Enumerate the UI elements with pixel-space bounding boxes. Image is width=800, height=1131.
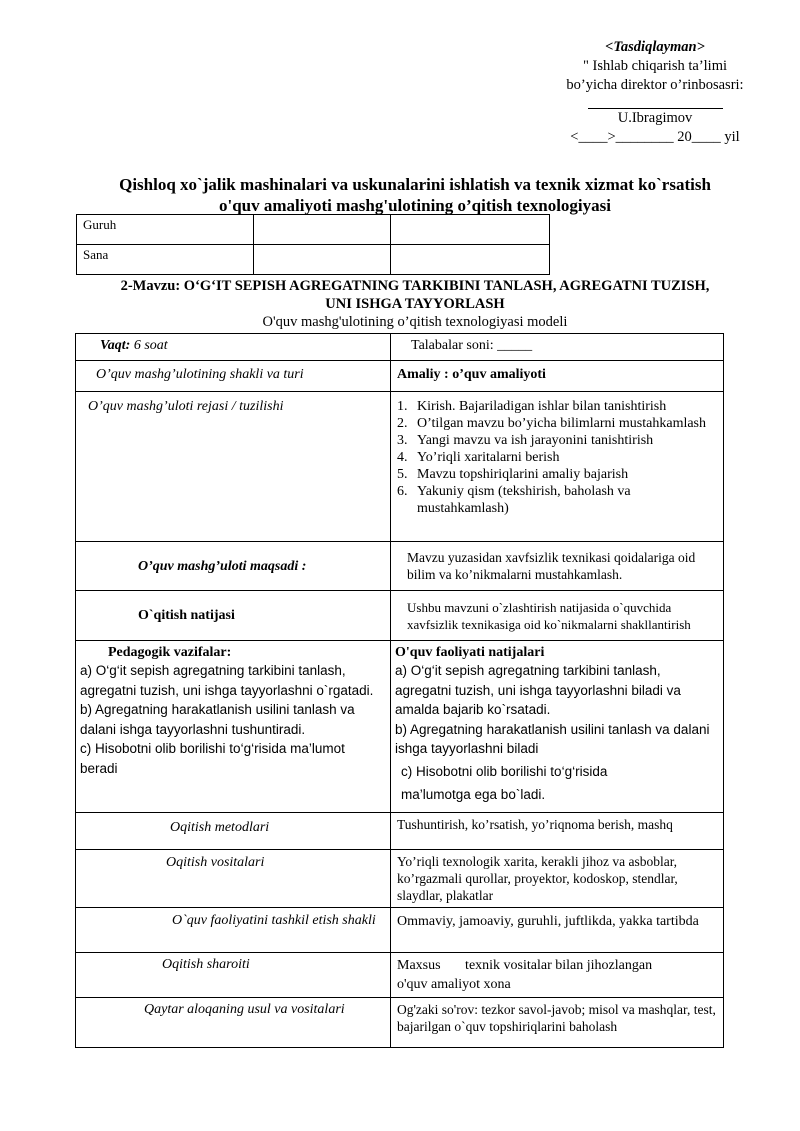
reja-item: 3. Yangi mavzu va ish jarayonini tanishtirish <box>397 433 654 448</box>
maqsad-value: Mavzu yuzasidan xavfsizlik texnikasi qoidalariga oid bilim va ko’nikmalarni mustahkamlash. <box>391 542 724 591</box>
shakli-label: O`quv faoliyatini tashkil etish shakli <box>76 908 391 953</box>
topic-line-2: UNI ISHGA TAYYORLASH <box>325 296 505 312</box>
topic-heading <box>40 277 790 313</box>
natija-label: O`qitish natijasi <box>76 591 391 641</box>
model-title: O'quv mashg'ulotining o’qitish texnologiyasi modeli <box>262 314 568 330</box>
faoliyat-a: a) O‘g‘it sepish agregatning tarkibini tanlash, agregatni tuzish, uni ishga tayyorlashni biladi va amalda bajarib ko`rsatadi. <box>395 663 681 717</box>
sana-cell-1 <box>254 245 391 275</box>
shakli-value: Ommaviy, jamoaviy, guruhli, juftlikda, yakka tartibda <box>391 908 724 953</box>
vaqt-cell <box>76 334 391 361</box>
technology-model-table <box>75 333 724 1048</box>
document-title-line-1: Qishloq xo`jalik mashinalari va uskunalarini ishlatish va texnik xizmat ko`rsatish <box>119 175 711 194</box>
approval-block <box>540 38 770 147</box>
reja-item: 4. Yo’riqli xaritalarni berish <box>397 450 560 465</box>
vosita-label: Oqitish vositalari <box>76 850 391 908</box>
natija-value: Ushbu mavzuni o`zlashtirish natijasida o`quvchida xavfsizlik texnikasiga oid ko`nikmalarni shakllantirish <box>391 591 724 641</box>
sharoit-value-1: Maxsus texnik vositalar bilan jihozlangan <box>397 958 653 973</box>
approval-line-2: bo’yicha direktor o’rinbosasri: <box>566 77 744 93</box>
sharoit-cell <box>391 953 724 998</box>
reja-list <box>397 398 717 517</box>
maqsad-label: O’quv mashg’uloti maqsadi : <box>76 542 391 591</box>
shakl-label: O’quv mashg’ulotining shakli va turi <box>76 361 391 392</box>
document-title <box>40 174 790 216</box>
faoliyat-label: O'quv faoliyati natijalari <box>395 645 545 660</box>
pedagogik-a: a) O‘g‘it sepish agregatning tarkibini tanlash, agregatni tuzish, uni ishga tayyorlashni o`rgatadi. <box>80 663 374 698</box>
reja-item: 5. Mavzu topshiriqlarini amaliy bajarish <box>397 467 629 482</box>
sana-cell-2 <box>391 245 550 275</box>
guruh-cell-1 <box>254 215 391 245</box>
faoliyat-c1: c) Hisobotni olib borilishi to‘g‘risida <box>401 763 608 779</box>
reja-label: O’quv mashg’uloti rejasi / tuzilishi <box>76 392 391 542</box>
sana-label: Sana <box>77 245 254 275</box>
approval-name: U.Ibragimov <box>617 110 693 126</box>
pedagogik-c: c) Hisobotni olib borilishi to‘g‘risida ma’lumot beradi <box>80 741 345 776</box>
reja-list-cell <box>391 392 724 542</box>
aloqa-label: Qaytar aloqaning usul va vositalari <box>76 998 391 1048</box>
sharoit-label: Oqitish sharoiti <box>76 953 391 998</box>
talabalar-soni: Talabalar soni: _____ <box>391 334 724 361</box>
topic-line-1: 2-Mavzu: O‘G‘IT SEPISH AGREGATNING TARKIBINI TANLASH, AGREGATNI TUZISH, <box>120 278 710 294</box>
aloqa-value: Og'zaki so'rov: tezkor savol-javob; misol va mashqlar, test, bajarilgan o`quv topshiriqlarini baholash <box>391 998 724 1048</box>
guruh-label: Guruh <box>77 215 254 245</box>
reja-item: 1. Kirish. Bajariladigan ishlar bilan tanishtirish <box>397 399 667 414</box>
approval-date: <____>________ 20____ yil <box>570 129 740 145</box>
pedagogik-b: b) Agregatning harakatlanish usilini tanlash va dalani ishga tayyorlashni tushuntiradi. <box>80 702 355 737</box>
metod-value: Tushuntirish, ko’rsatish, yo’riqnoma berish, mashq <box>391 813 724 850</box>
signature-line <box>588 99 723 109</box>
vaqt-value: 6 soat <box>130 338 168 353</box>
faoliyat-cell <box>391 641 724 813</box>
reja-item: 2. O’tilgan mavzu bo’yicha bilimlarni mustahkamlash <box>397 416 707 431</box>
pedagogik-cell <box>76 641 391 813</box>
group-date-table <box>76 214 550 275</box>
shakl-value: Amaliy : o’quv amaliyoti <box>391 361 724 392</box>
approval-title: <Tasdiqlayman> <box>605 39 705 55</box>
approval-line-1: " Ishlab chiqarish ta’limi <box>582 58 728 74</box>
metod-label: Oqitish metodlari <box>76 813 391 850</box>
guruh-cell-2 <box>391 215 550 245</box>
vosita-value: Yo’riqli texnologik xarita, kerakli jihoz va asboblar, ko’rgazmali qurollar, proyektor, kodoskop, stendlar, slaydlar, plakatlar <box>391 850 724 908</box>
faoliyat-b: b) Agregatning harakatlanish usilini tanlash va dalani ishga tayyorlashni biladi <box>395 721 710 756</box>
sharoit-value-2: o'quv amaliyot xona <box>397 977 511 992</box>
faoliyat-c2: ma’lumotga ega bo`ladi. <box>401 787 546 802</box>
vaqt-label: Vaqt: <box>100 338 131 353</box>
pedagogik-label: Pedagogik vazifalar: <box>108 645 232 660</box>
document-title-line-2: o'quv amaliyoti mashg'ulotining o’qitish texnologiyasi <box>218 196 611 215</box>
reja-item: 6. Yakuniy qism (tekshirish, baholash va mustahkamlash) <box>397 484 631 516</box>
